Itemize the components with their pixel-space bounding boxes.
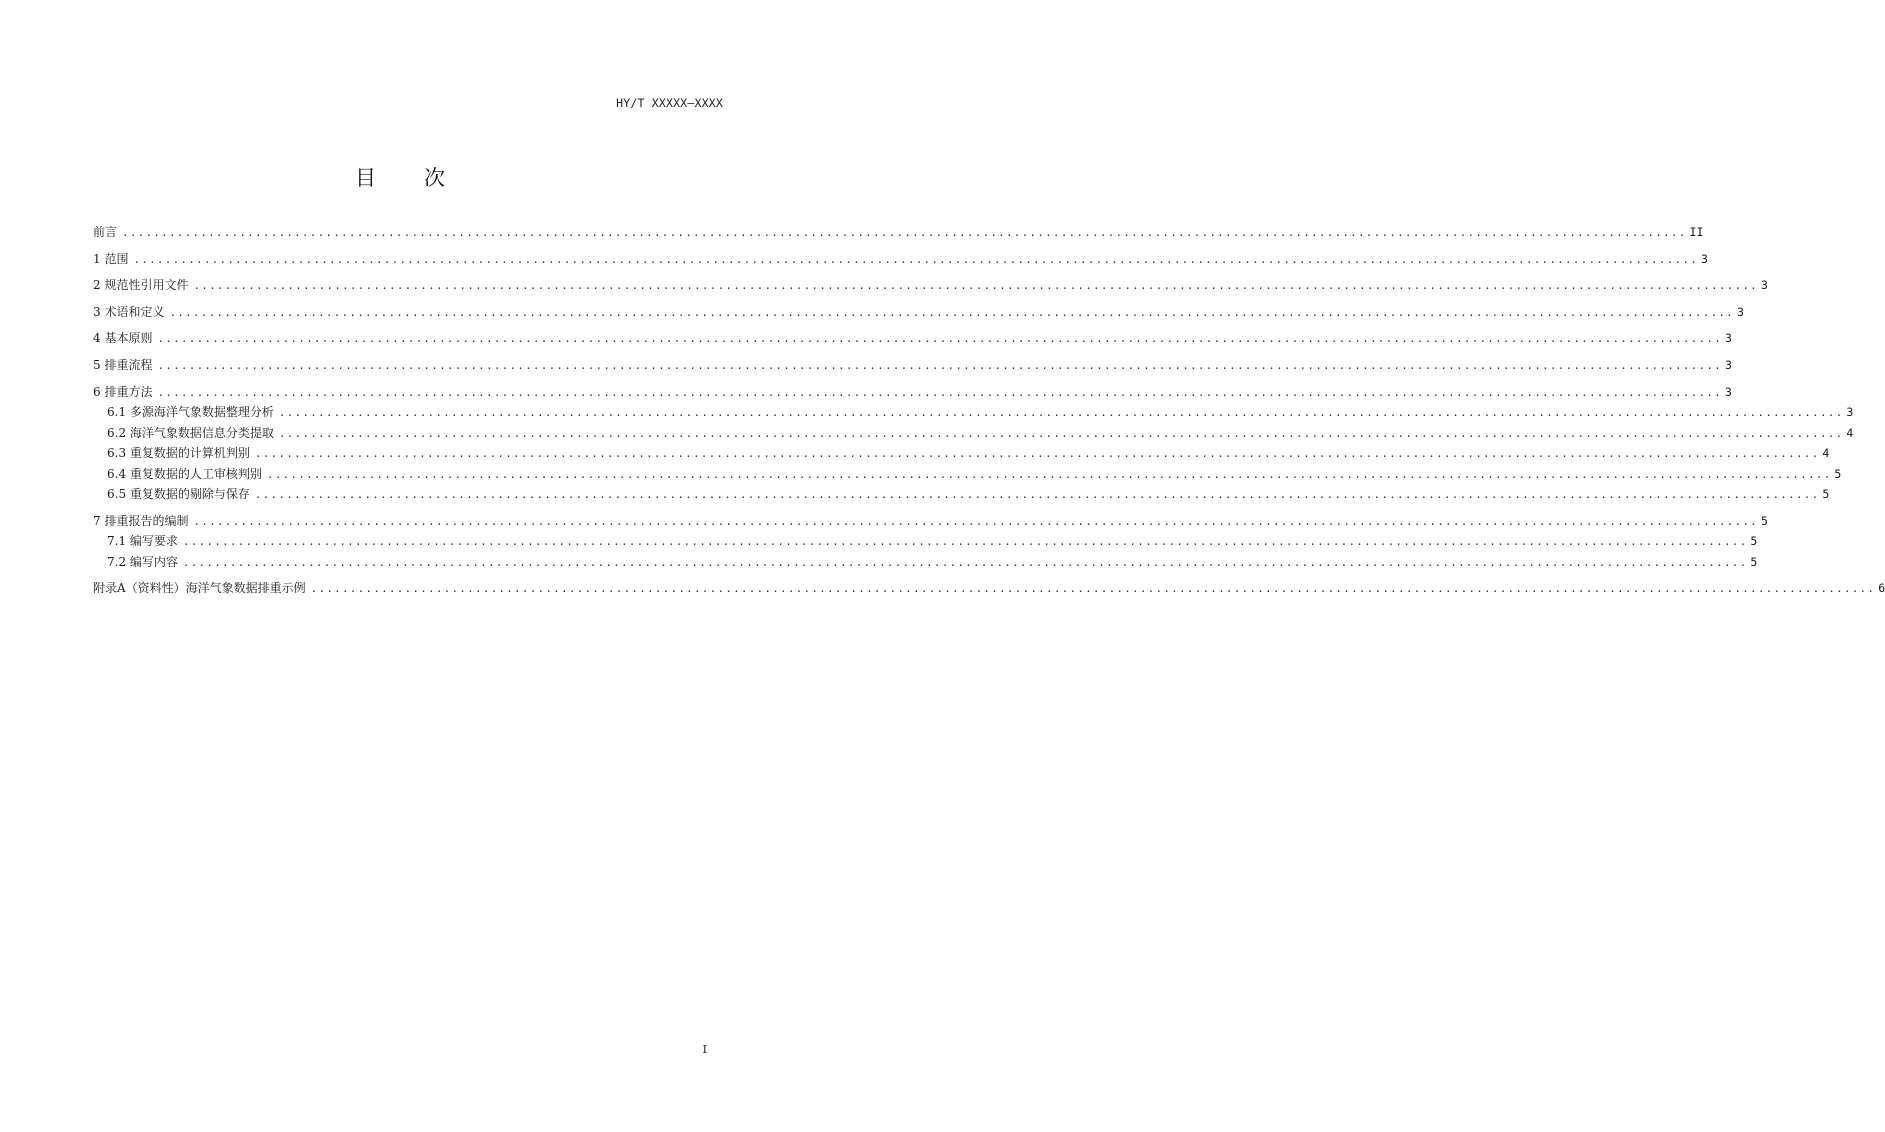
toc-entry-label: 前言 [93, 225, 118, 239]
toc-leader-dots: ........................................................................................................................................................................................................ [278, 426, 1844, 440]
toc-entry[interactable] [93, 484, 1830, 504]
toc-entry-label: 7 排重报告的编制 [93, 513, 189, 528]
toc-leader-dots: ........................................................................................................................................................................................................ [278, 406, 1844, 420]
toc-leader-dots: ........................................................................................................................................................................................................ [254, 488, 1820, 502]
toc-entry[interactable] [93, 578, 1885, 598]
toc-entry-label: 6.4 重复数据的人工审核判别 [107, 466, 262, 481]
toc-entry-page: II [1689, 225, 1704, 239]
toc-entry-label: 3 术语和定义 [93, 304, 165, 319]
toc-entry-page: 3 [1760, 278, 1768, 293]
toc-leader-dots: ........................................................................................................................................................................................................ [193, 279, 1758, 293]
toc-entry[interactable] [93, 423, 1854, 443]
toc-entry-label: 7.1 编写要求 [107, 534, 178, 549]
toc-entry[interactable] [93, 531, 1758, 551]
toc-entry-label: 6.2 海洋气象数据信息分类提取 [107, 425, 274, 440]
toc-entry-label: 1 范围 [93, 251, 129, 266]
page-number: I [702, 1042, 707, 1056]
toc-entry[interactable] [93, 464, 1842, 484]
toc-leader-dots: ........................................................................................................................................................................................................ [254, 447, 1820, 461]
toc-title: 目次 [355, 166, 493, 190]
toc-entry-page: 4 [1822, 446, 1830, 461]
toc-leader-dots: ........................................................................................................................................................................................................ [310, 582, 1876, 596]
toc-entry[interactable] [93, 355, 1732, 375]
toc-entry-label: 2 规范性引用文件 [93, 278, 189, 293]
toc-entry-label: 6.3 重复数据的计算机判别 [107, 446, 250, 461]
toc-entry-label: 7.2 编写内容 [107, 554, 178, 569]
toc-entry-page: 4 [1846, 425, 1854, 440]
toc-entry-label: 6 排重方法 [93, 384, 153, 399]
toc-entry[interactable] [93, 511, 1768, 531]
toc-entry-page: 6 [1878, 581, 1885, 596]
toc-entry-page: 3 [1700, 251, 1708, 266]
toc-entry-page: 5 [1750, 534, 1758, 549]
toc-entry[interactable] [93, 222, 1704, 242]
toc-leader-dots: ........................................................................................................................................................................................................ [157, 358, 1722, 372]
toc-entry-page: 5 [1750, 554, 1758, 569]
toc-leader-dots: ........................................................................................................................................................................................................ [133, 252, 1698, 266]
toc-entry[interactable] [93, 275, 1768, 295]
toc-entry[interactable] [93, 402, 1854, 422]
toc-leader-dots: ........................................................................................................................................................................................................ [193, 514, 1758, 528]
toc-entry-label: 4 基本原则 [93, 331, 153, 346]
toc-entry-label: 5 排重流程 [93, 357, 153, 372]
toc-entry-page: 5 [1760, 513, 1768, 528]
toc-entry-label: 6.5 重复数据的剔除与保存 [107, 487, 250, 502]
toc-leader-dots: ........................................................................................................................................................................................................ [157, 385, 1722, 399]
toc-leader-dots: ........................................................................................................................................................................................................ [266, 467, 1832, 481]
table-of-contents [93, 222, 1885, 598]
toc-entry-page: 3 [1724, 357, 1732, 372]
toc-leader-dots: ........................................................................................................................................................................................................ [122, 226, 1687, 239]
toc-leader-dots: ........................................................................................................................................................................................................ [169, 305, 1734, 319]
toc-entry-page: 3 [1846, 405, 1854, 420]
toc-entry-page: 5 [1834, 466, 1842, 481]
toc-entry-label: 附录A（资料性）海洋气象数据排重示例 [93, 581, 306, 596]
toc-entry[interactable] [93, 249, 1708, 269]
toc-entry[interactable] [93, 302, 1744, 322]
toc-entry[interactable] [93, 328, 1732, 348]
toc-entry-label: 6.1 多源海洋气象数据整理分析 [107, 405, 274, 420]
toc-entry[interactable] [93, 443, 1830, 463]
toc-entry-page: 5 [1822, 487, 1830, 502]
toc-entry-page: 3 [1724, 384, 1732, 399]
document-code: HY/T XXXXX—XXXX [616, 96, 723, 110]
toc-entry[interactable] [93, 382, 1732, 402]
toc-leader-dots: ........................................................................................................................................................................................................ [182, 555, 1748, 569]
toc-leader-dots: ........................................................................................................................................................................................................ [157, 332, 1722, 346]
toc-entry-page: 3 [1736, 304, 1744, 319]
toc-leader-dots: ........................................................................................................................................................................................................ [182, 535, 1748, 549]
toc-entry[interactable] [93, 552, 1758, 572]
toc-entry-page: 3 [1724, 331, 1732, 346]
